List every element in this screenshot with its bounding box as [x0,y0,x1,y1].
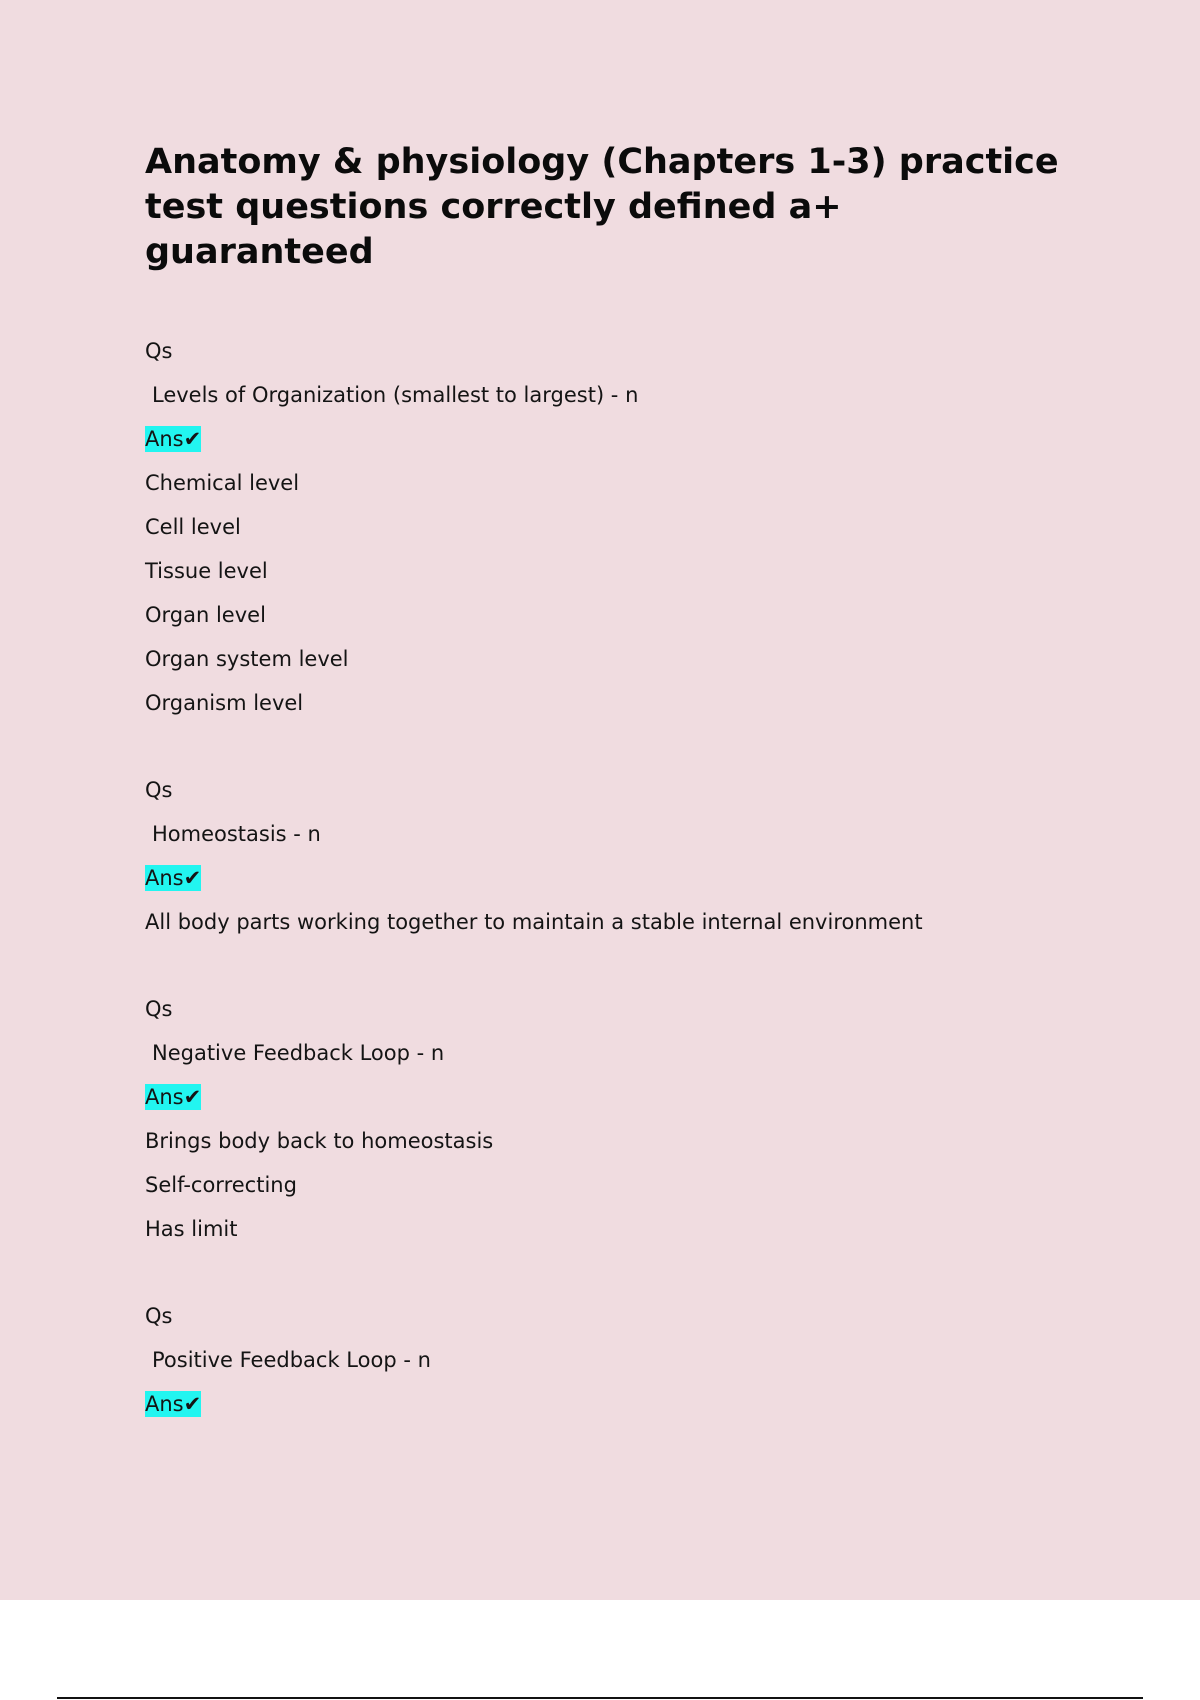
question-text: Homeostasis - n [152,822,321,846]
answer-label: Ans✔ [145,1085,202,1109]
question-text: Negative Feedback Loop - n [152,1041,445,1065]
answer-text: All body parts working together to maintain a stable internal environment [145,910,923,934]
answer-label-line [145,1382,1065,1426]
document-content [145,140,1065,1469]
question-label: Qs [145,339,173,363]
question-text: Positive Feedback Loop - n [152,1348,431,1372]
answer-label: Ans✔ [145,427,202,451]
answer-label-line [145,417,1065,461]
question-label: Qs [145,1304,173,1328]
question-label: Qs [145,997,173,1021]
question-label: Qs [145,778,173,802]
question-text: Levels of Organization (smallest to largest) - n [152,383,639,407]
document-title: Anatomy & physiology (Chapters 1-3) practice test questions correctly defined a+ guaranteed [145,142,1059,272]
qa-block [145,329,1065,725]
answer-text: Organism level [145,691,304,715]
qa-block [145,987,1065,1251]
answer-text: Self-correcting [145,1173,297,1197]
answer-text: Brings body back to homeostasis [145,1129,494,1153]
answer-label: Ans✔ [145,1392,202,1416]
answer-text: Cell level [145,515,241,539]
qa-block [145,1294,1065,1426]
answer-text: Organ level [145,603,266,627]
answer-label-line [145,856,1065,900]
qa-list [145,329,1065,1426]
answer-label: Ans✔ [145,866,202,890]
answer-text: Organ system level [145,647,349,671]
answer-label-line [145,1075,1065,1119]
answer-text: Has limit [145,1217,238,1241]
answer-text: Chemical level [145,471,300,495]
answer-text: Tissue level [145,559,268,583]
qa-block [145,768,1065,944]
footer-divider [57,1697,1143,1699]
